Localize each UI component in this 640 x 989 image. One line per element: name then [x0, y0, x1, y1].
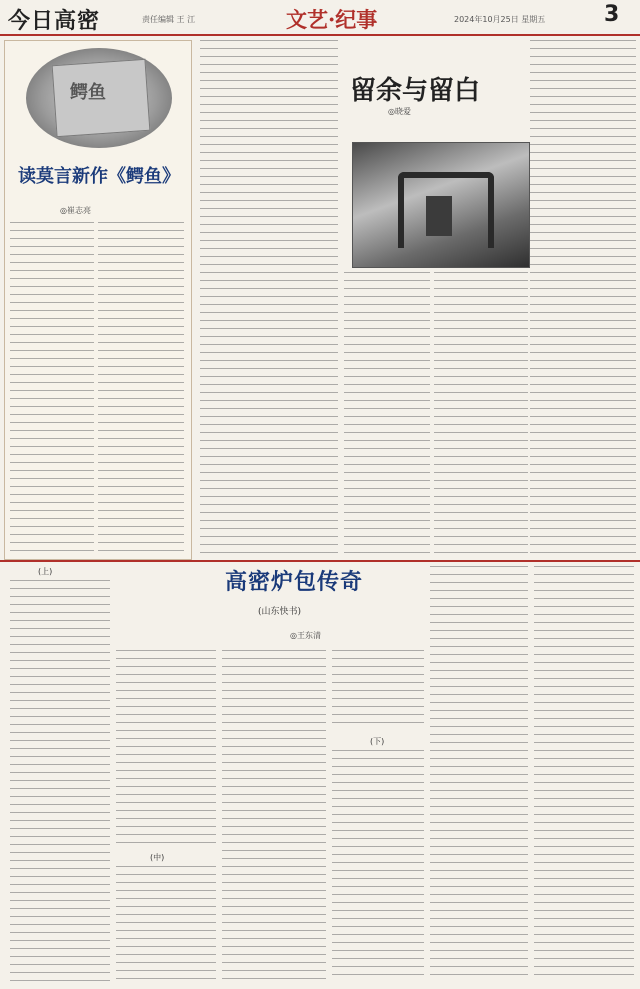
essay-body-col3 [434, 272, 528, 556]
part-marker-3: (下) [370, 737, 385, 746]
issue-date: 2024年10月25日 星期五 [454, 15, 546, 24]
story-body-col4a [332, 650, 424, 730]
page-number: 3 [604, 2, 620, 27]
part-marker-2: (中) [150, 853, 165, 862]
essay-body-col2 [344, 272, 430, 556]
essay-body-col1 [200, 40, 338, 556]
part-marker-1: (上) [38, 567, 53, 576]
book-review-body-col1 [10, 222, 94, 552]
story-body-col6 [534, 566, 634, 982]
section-divider [0, 560, 640, 562]
editor-credit: 责任编辑 王 江 [142, 15, 196, 24]
masthead: 今日高密 [8, 9, 101, 34]
story-author: ◎王东清 [290, 631, 321, 640]
essay-body-col5 [530, 40, 636, 556]
book-review-title: 读莫言新作《鳄鱼》 [18, 166, 180, 187]
book-review-author: ◎崔志亮 [60, 206, 91, 215]
story-body-col4 [332, 750, 424, 982]
story-body-col1 [10, 580, 110, 982]
essay-title: 留余与留白 [350, 76, 481, 106]
story-body-col2b [116, 866, 216, 982]
book-review-body-col2 [98, 222, 184, 552]
story-body-col3 [222, 650, 326, 982]
book-cover-text: 鳄鱼 [70, 82, 106, 103]
essay-author: ◎晓爱 [388, 107, 411, 116]
story-title: 高密炉包传奇 [225, 569, 364, 595]
section-title: 文艺·纪事 [286, 7, 378, 32]
story-body-col2 [116, 650, 216, 848]
story-subtitle: (山东快书) [258, 607, 302, 617]
courtyard-door-shape [426, 196, 452, 236]
story-body-col5 [430, 566, 528, 982]
